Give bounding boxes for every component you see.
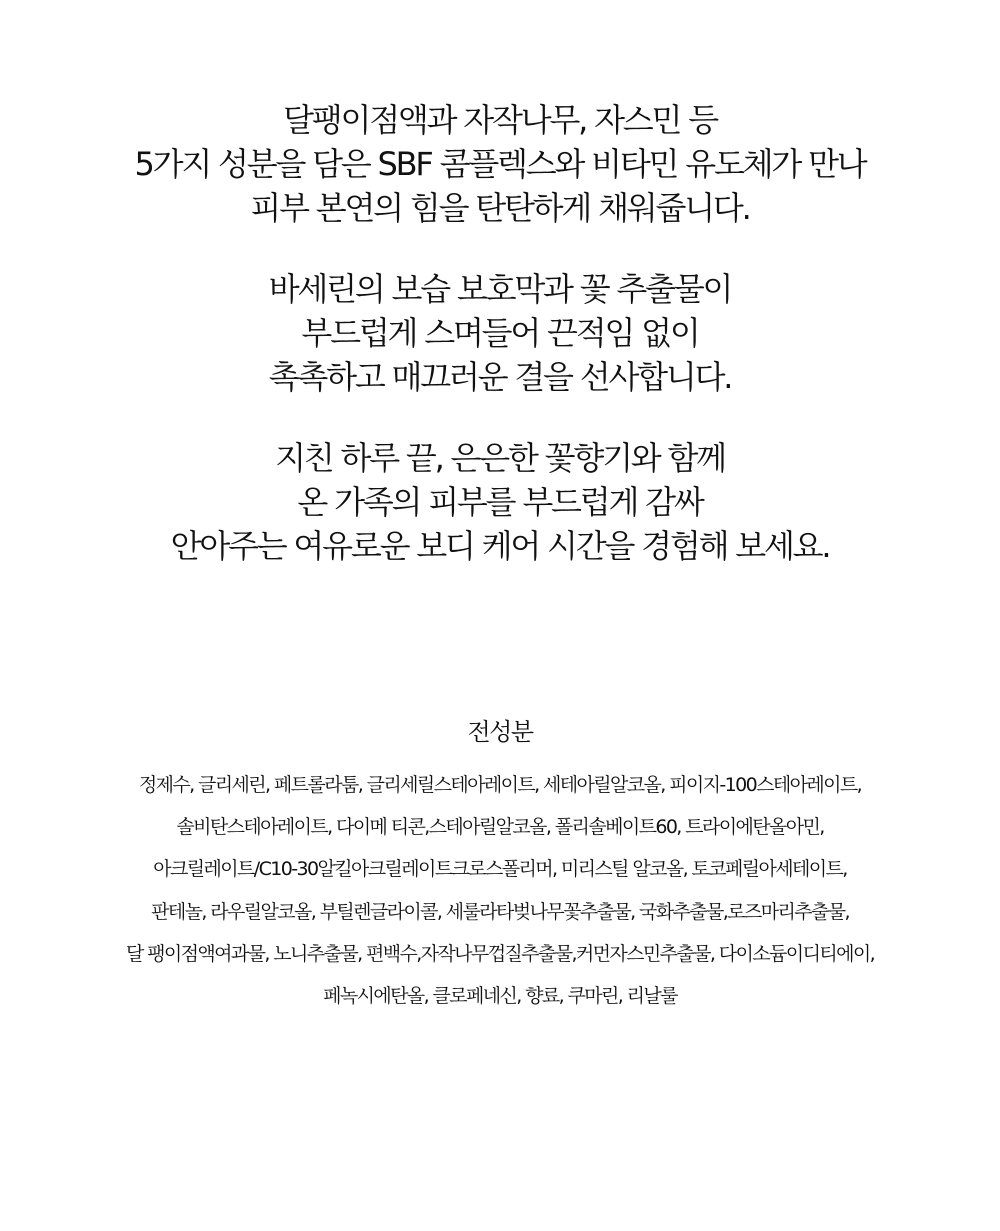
- description-paragraph-3: [0, 436, 1000, 568]
- ingredients-section: [0, 712, 1000, 1017]
- description-line: 피부 본연의 힘을 탄탄하게 채워줍니다.: [250, 189, 750, 227]
- ingredients-line: 솔비탄스테아레이트, 다이메 티콘,스테아릴알코올, 폴리솔베이트60, 트라이에탄올아민,: [176, 816, 824, 839]
- ingredients-line: 페녹시에탄올, 클로페네신, 향료, 쿠마린, 리날룰: [323, 985, 677, 1008]
- description-line: 지친 하루 끝, 은은한 꽃향기와 함께: [275, 439, 725, 477]
- ingredients-line: 달 팽이점액여과물, 노니추출물, 편백수,자작나무껍질추출물,커먼자스민추출물, 다이소듐이디티에이,: [125, 942, 875, 965]
- description-line: 바세린의 보습 보호막과 꽃 추출물이: [268, 270, 732, 308]
- description-line: 부드럽게 스며들어 끈적임 없이: [301, 314, 699, 352]
- product-description: [0, 98, 1000, 568]
- description-paragraph-2: [0, 267, 1000, 399]
- description-line: 촉촉하고 매끄러운 결을 선사합니다.: [268, 358, 732, 396]
- description-line: 달팽이점액과 자작나무, 자스민 등: [283, 101, 717, 139]
- description-paragraph-1: [0, 98, 1000, 230]
- description-line: 안아주는 여유로운 보디 케어 시간을 경험해 보세요.: [170, 527, 830, 565]
- ingredients-line: 판테놀, 라우릴알코올, 부틸렌글라이콜, 세룰라타벚나무꽃추출물, 국화추출물,로즈마리추출물,: [151, 900, 849, 923]
- description-line: 온 가족의 피부를 부드럽게 감싸: [297, 483, 703, 521]
- description-line: 5가지 성분을 담은 SBF 콤플렉스와 비타민 유도체가 만나: [134, 145, 866, 183]
- ingredients-title: 전성분: [467, 718, 533, 746]
- ingredients-line: 정제수, 글리세린, 페트롤라툼, 글리세릴스테아레이트, 세테아릴알코올, 피이지-100스테아레이트,: [138, 774, 862, 796]
- ingredients-line: 아크릴레이트/C10-30알킬아크릴레이트크로스폴리머, 미리스틸 알코올, 토코페릴아세테이트,: [153, 858, 847, 881]
